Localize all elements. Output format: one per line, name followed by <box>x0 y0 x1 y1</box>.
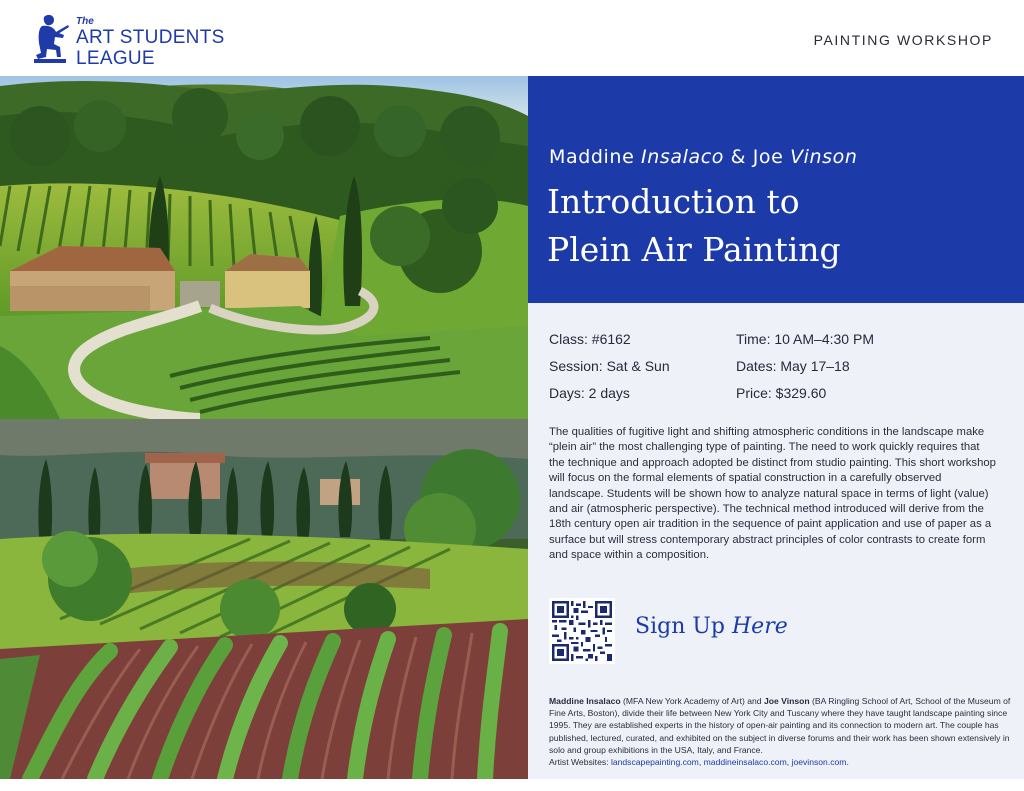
title-line-2: Plein Air Painting <box>547 230 841 269</box>
bio-name-2: Joe Vinson <box>763 696 810 706</box>
header <box>0 0 1024 76</box>
websites-label: Artist Websites: <box>549 757 609 768</box>
logo-line-2: LEAGUE <box>76 48 155 69</box>
link-landscapepainting[interactable]: landscapepainting.com <box>610 757 699 768</box>
class-price: Price: $329.60 <box>736 385 827 401</box>
sign-up-label: Sign Up <box>635 614 725 639</box>
qr-code-icon[interactable] <box>549 598 615 664</box>
days-count: Days: 2 days <box>549 385 630 401</box>
logo-the-text: The <box>76 16 94 27</box>
instructor-2-last: Vinson <box>790 146 858 168</box>
vineyard-painting-top <box>0 76 528 419</box>
workshop-kicker: PAINTING WORKSHOP <box>813 32 993 48</box>
logo-line-1: ART STUDENTS <box>76 27 225 48</box>
art-students-league-logo[interactable] <box>30 13 230 69</box>
artist-websites <box>549 756 1011 768</box>
workshop-description: The qualities of fugitive light and shifting atmospheric conditions in the landscape make “plein air” the most challenging type of painting. The need to work quickly requires that the technique and approach adopted be distinct from studio painting. This short workshop will focus on the formal elements of spatial construction in a carefully observed landscape. Students will be shown how to analyze natural space in terms of light (value) and air (atmospheric perspective). The technical method introduced will derive from the 18th century open air tradition in the sequence of paint application and use of paper as a surface but will stress contemporary abstract principles of color contrasts to create form and space within a composition. <box>549 426 996 562</box>
separator-2: , <box>786 757 790 768</box>
session-days: Session: Sat & Sun <box>549 358 670 374</box>
class-time: Time: 10 AM–4:30 PM <box>736 331 874 347</box>
title-band <box>528 76 1024 303</box>
sign-up-link[interactable] <box>635 614 788 639</box>
bio-text: (BA Ringling School of Art, School of the Museum of Fine Arts, Boston), divide their life between New York City and Tuscany where they have taught landscape painting since 1995. They are established experts in the history of open-air painting and its connection to modern art. The couple has published, lectured, curated, and exhibited on the subject in diverse forums and their work has been shown extensively in solo and group exhibitions in the USA, Italy, and France. <box>549 696 1011 755</box>
workshop-title <box>547 178 841 274</box>
title-line-1: Introduction to <box>547 182 800 221</box>
seated-figure-logo-icon <box>30 13 72 65</box>
vineyard-painting-bottom <box>0 419 528 779</box>
separator-1: , <box>698 757 702 768</box>
ampersand: & <box>730 146 747 168</box>
instructor-names <box>549 146 858 168</box>
info-panel <box>528 303 1024 779</box>
instructor-1-last: Insalaco <box>641 146 724 168</box>
bio-name-1: Maddine Insalaco <box>549 696 621 706</box>
instructor-1-first: Maddine <box>549 146 635 168</box>
class-number: Class: #6162 <box>549 331 631 347</box>
link-joevinson[interactable]: joevinson.com <box>791 757 847 768</box>
class-dates: Dates: May 17–18 <box>736 358 850 374</box>
instructor-bio <box>549 695 1011 768</box>
bio-credential-1: (MFA New York Academy of Art) and <box>623 696 762 706</box>
sign-up-here: Here <box>731 614 788 639</box>
link-maddineinsalaco[interactable]: maddineinsalaco.com <box>703 757 787 768</box>
end-period: . <box>846 757 849 768</box>
instructor-2-first: Joe <box>752 146 784 168</box>
